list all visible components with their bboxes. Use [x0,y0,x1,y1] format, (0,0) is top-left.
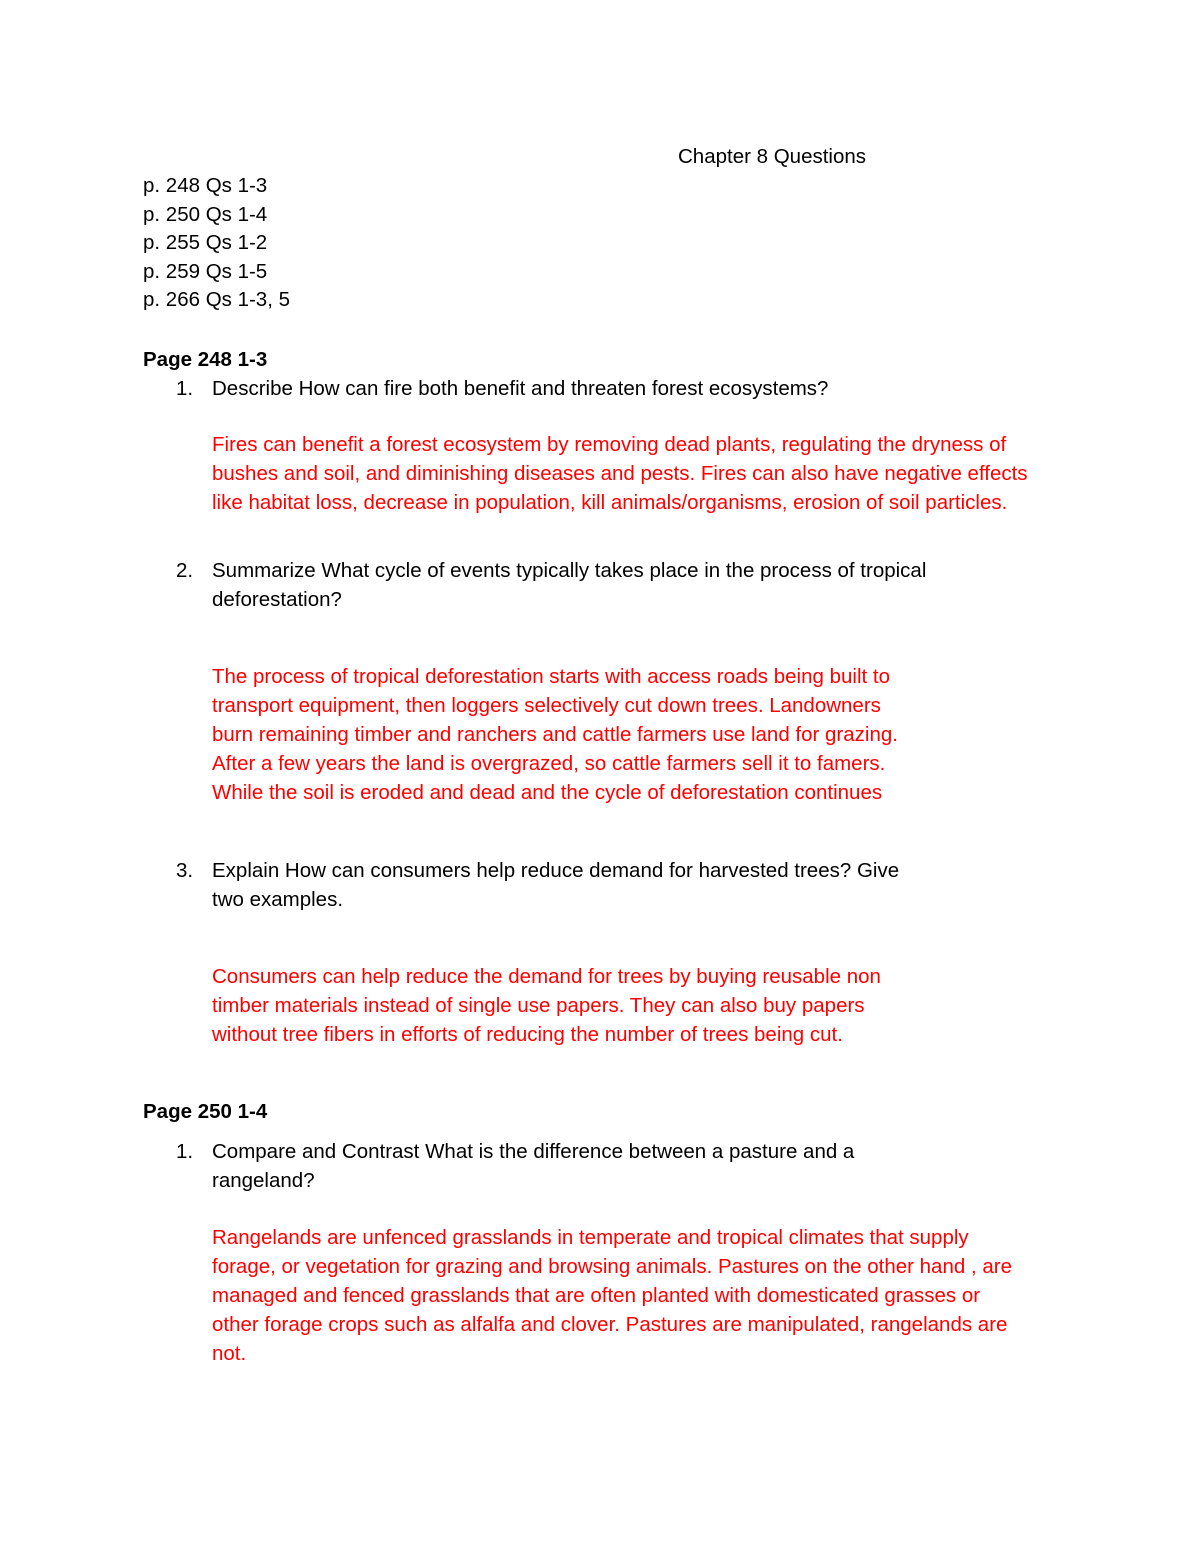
question-line: two examples. [212,888,344,911]
question-line: rangeland? [212,1169,315,1192]
question-text [212,1137,1012,1195]
answer-line: burn remaining timber and ranchers and cattle farmers use land for grazing. [212,723,898,746]
answer-line: forage, or vegetation for grazing and browsing animals. Pastures on the other hand , are [212,1255,1012,1278]
page-reference: p. 259 Qs 1-5 [143,259,268,283]
answer-line: not. [212,1342,247,1365]
page-reference: p. 250 Qs 1-4 [143,202,268,226]
answer-line: like habitat loss, decrease in population, kill animals/organisms, erosion of soil particles. [212,491,1008,514]
section-heading: Page 250 1-4 [143,1100,268,1123]
question-text [212,374,1012,403]
answer-line: The process of tropical deforestation starts with access roads being built to [212,665,890,688]
answer-line: managed and fenced grasslands that are often planted with domesticated grasses or [212,1284,981,1307]
answer-line: Fires can benefit a forest ecosystem by removing dead plants, regulating the dryness of [212,433,1007,456]
page-reference: p. 255 Qs 1-2 [143,231,268,254]
question-line: Compare and Contrast What is the difference between a pasture and a [212,1140,855,1163]
question-text [212,856,1012,914]
question-line: Summarize What cycle of events typically takes place in the process of tropical [212,559,927,582]
question-line: deforestation? [212,588,342,611]
question-line: Explain How can consumers help reduce demand for harvested trees? Give [212,859,900,882]
answer-line: After a few years the land is overgrazed, so cattle farmers sell it to famers. [212,752,886,775]
page-reference-list [143,172,290,315]
answer-line: bushes and soil, and diminishing diseases and pests. Fires can also have negative effects [212,462,1028,485]
section-heading: Page 248 1-3 [143,348,268,371]
answer-text [212,430,1028,517]
answer-line: While the soil is eroded and dead and the cycle of deforestation continues [212,781,883,804]
answer-line: Rangelands are unfenced grasslands in temperate and tropical climates that supply [212,1226,969,1249]
question-number: 1. [176,377,194,400]
question-number: 1. [176,1140,194,1163]
answer-line: other forage crops such as alfalfa and clover. Pastures are manipulated, rangelands are [212,1313,1008,1336]
answer-line: without tree fibers in efforts of reducing the number of trees being cut. [212,1023,843,1046]
answer-text [212,662,898,807]
question-number: 3. [176,859,194,882]
answer-line: transport equipment, then loggers selectively cut down trees. Landowners [212,694,881,717]
question-text [212,556,1012,614]
answer-text [212,962,881,1049]
question-line: Describe How can fire both benefit and threaten forest ecosystems? [212,377,829,400]
page-title: Chapter 8 Questions [678,145,867,168]
page-reference: p. 248 Qs 1-3 [143,174,268,197]
answer-text [212,1223,1012,1368]
question-number: 2. [176,559,194,582]
answer-line: timber materials instead of single use papers. They can also buy papers [212,994,865,1017]
page-reference: p. 266 Qs 1-3, 5 [143,288,291,311]
answer-line: Consumers can help reduce the demand for trees by buying reusable non [212,965,881,988]
